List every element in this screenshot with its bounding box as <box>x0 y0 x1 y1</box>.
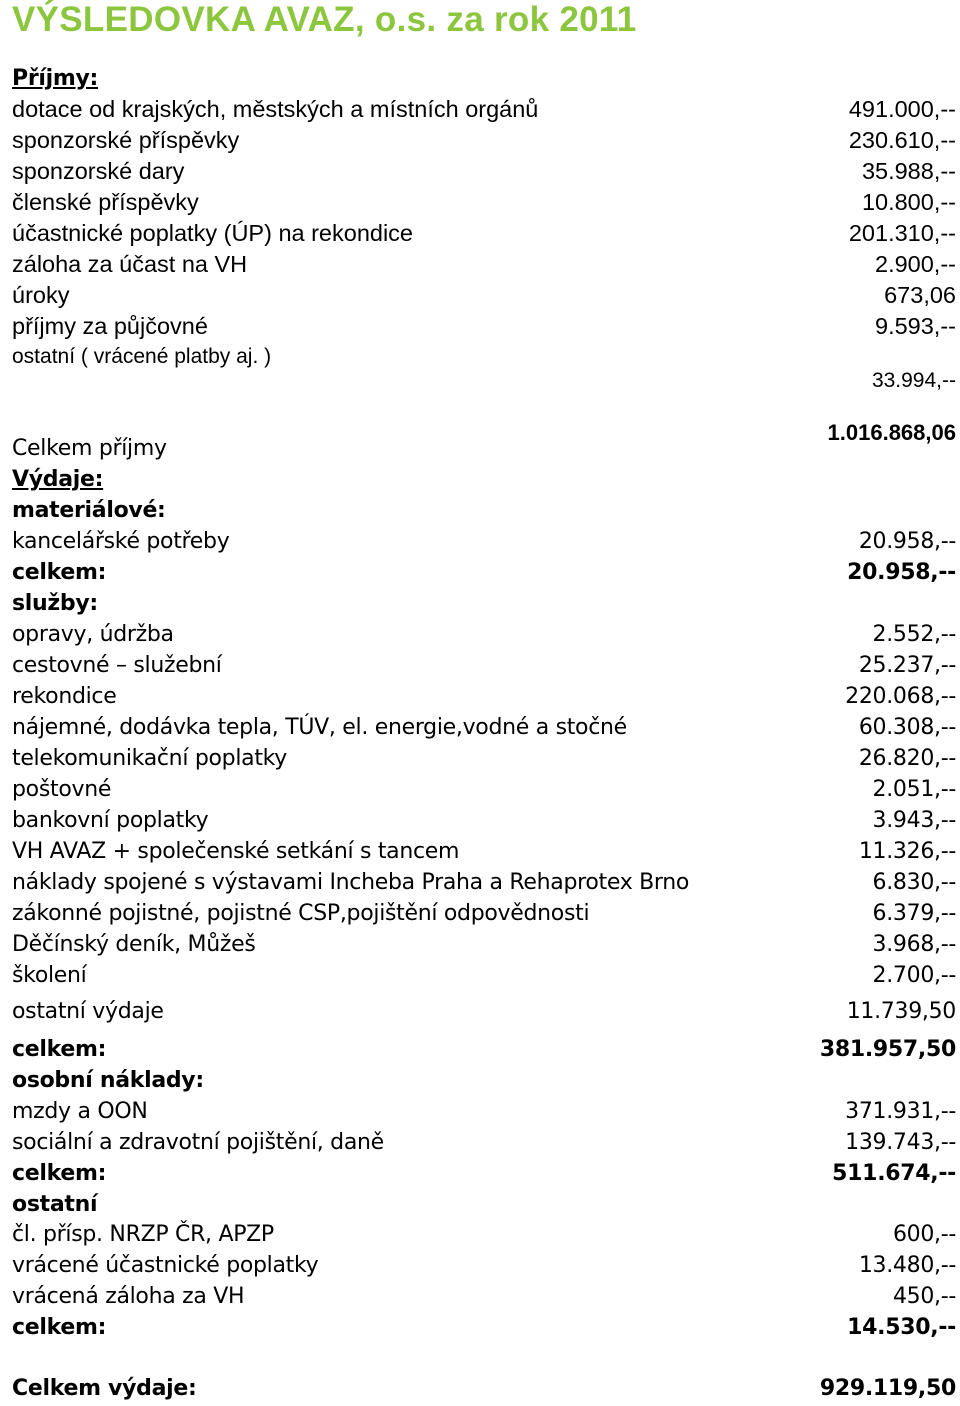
personnel-total-row <box>12 1161 956 1191</box>
income-amount: 201.310,-- <box>848 220 956 246</box>
material-total-label: celkem: <box>12 560 107 585</box>
expense-label: rekondice <box>12 684 117 709</box>
services-total-amount: 381.957,50 <box>819 1037 956 1062</box>
expense-label: bankovní poplatky <box>12 808 209 833</box>
expense-row <box>12 1253 956 1283</box>
expense-amount: 139.743,-- <box>845 1130 956 1155</box>
other-heading <box>12 1192 956 1222</box>
income-total-label: Celkem příjmy <box>12 436 167 461</box>
expense-label: vrácená záloha za VH <box>12 1284 245 1309</box>
material-heading <box>12 498 956 528</box>
income-heading <box>12 66 956 96</box>
services-total-label: celkem: <box>12 1037 107 1062</box>
document-title: VÝSLEDOVKA AVAZ, o.s. za rok 2011 <box>12 0 637 39</box>
personnel-total-label: celkem: <box>12 1161 107 1186</box>
expense-row <box>12 746 956 776</box>
expenses-total-label: Celkem výdaje: <box>12 1376 197 1401</box>
expenses-heading-label: Výdaje: <box>12 467 104 492</box>
income-heading-label: Příjmy: <box>12 66 99 91</box>
other-total-label: celkem: <box>12 1315 107 1340</box>
income-row <box>12 158 956 188</box>
expense-label: VH AVAZ + společenské setkání s tancem <box>12 839 460 864</box>
income-amount: 491.000,-- <box>848 96 956 122</box>
expense-label: čl. přísp. NRZP ČR, APZP <box>12 1222 274 1247</box>
expense-row <box>12 1130 956 1160</box>
expense-label: zákonné pojistné, pojistné CSP,pojištění odpovědnosti <box>12 901 590 926</box>
expense-amount: 450,-- <box>892 1284 956 1309</box>
income-row <box>12 282 956 312</box>
income-row <box>12 251 956 281</box>
expense-row <box>12 715 956 745</box>
expense-amount: 25.237,-- <box>858 653 956 678</box>
expense-row <box>12 622 956 652</box>
expense-row <box>12 932 956 962</box>
income-row <box>12 313 956 343</box>
personnel-heading-label: osobní náklady: <box>12 1068 204 1093</box>
expense-label: telekomunikační poplatky <box>12 746 288 771</box>
material-total-amount: 20.958,-- <box>847 560 956 585</box>
expense-amount: 60.308,-- <box>858 715 956 740</box>
expense-amount: 20.958,-- <box>858 529 956 554</box>
expense-label: nájemné, dodávka tepla, TÚV, el. energie,vodné a stočné <box>12 715 627 740</box>
income-amount: 2.900,-- <box>875 251 956 277</box>
expense-label: poštovné <box>12 777 112 802</box>
other-total-amount: 14.530,-- <box>847 1315 956 1340</box>
expense-label: vrácené účastnické poplatky <box>12 1253 319 1278</box>
material-heading-label: materiálové: <box>12 498 166 523</box>
income-row <box>12 189 956 219</box>
expense-label: náklady spojené s výstavami Incheba Praha a Rehaprotex Brno <box>12 870 690 895</box>
income-row <box>12 96 956 126</box>
expense-row <box>12 529 956 559</box>
income-label: členské příspěvky <box>12 189 199 215</box>
services-total-row <box>12 1037 956 1067</box>
expense-amount: 11.739,50 <box>846 999 956 1024</box>
income-total-row <box>12 436 956 466</box>
expense-row <box>12 653 956 683</box>
services-heading-label: služby: <box>12 591 98 616</box>
expense-label: Děčínský deník, Můžeš <box>12 932 256 957</box>
personnel-heading <box>12 1068 956 1098</box>
expense-row <box>12 1099 956 1129</box>
income-label: příjmy za půjčovné <box>12 313 208 339</box>
expenses-total-amount: 929.119,50 <box>819 1376 956 1401</box>
expense-amount: 6.830,-- <box>872 870 956 895</box>
expense-label: mzdy a OON <box>12 1099 148 1124</box>
expense-amount: 371.931,-- <box>845 1099 956 1124</box>
income-total-amount: 1.016.868,06 <box>827 420 956 445</box>
expense-label: sociální a zdravotní pojištění, daně <box>12 1130 384 1155</box>
income-label: úroky <box>12 282 70 308</box>
income-amount: 9.593,-- <box>875 313 956 339</box>
expense-row <box>12 808 956 838</box>
expense-label: opravy, údržba <box>12 622 174 647</box>
expense-row <box>12 1284 956 1314</box>
expense-amount: 2.051,-- <box>872 777 956 802</box>
expense-row <box>12 684 956 714</box>
income-amount: 33.994,-- <box>871 369 956 392</box>
other-heading-label: ostatní <box>12 1192 98 1217</box>
income-label: ostatní ( vrácené platby aj. ) <box>12 345 272 368</box>
expense-amount: 3.968,-- <box>872 932 956 957</box>
expense-label: ostatní výdaje <box>12 999 164 1024</box>
income-amount: 230.610,-- <box>848 127 956 153</box>
expense-row <box>12 777 956 807</box>
expense-row <box>12 901 956 931</box>
income-label: dotace od krajských, městských a místních orgánů <box>12 96 539 122</box>
income-row <box>12 220 956 250</box>
expense-amount: 11.326,-- <box>858 839 956 864</box>
personnel-total-amount: 511.674,-- <box>832 1161 956 1186</box>
income-label: sponzorské příspěvky <box>12 127 240 153</box>
expense-amount: 6.379,-- <box>872 901 956 926</box>
expense-label: školení <box>12 963 87 988</box>
expense-amount: 2.552,-- <box>872 622 956 647</box>
expense-label: cestovné – služební <box>12 653 222 678</box>
expense-amount: 600,-- <box>892 1222 956 1247</box>
expense-amount: 3.943,-- <box>872 808 956 833</box>
income-amount: 10.800,-- <box>861 189 956 215</box>
expense-amount: 220.068,-- <box>845 684 956 709</box>
income-label: účastnické poplatky (ÚP) na rekondice <box>12 220 414 246</box>
expense-label: kancelářské potřeby <box>12 529 230 554</box>
income-amount: 35.988,-- <box>861 158 956 184</box>
services-heading <box>12 591 956 621</box>
other-total-row <box>12 1315 956 1345</box>
income-label: sponzorské dary <box>12 158 185 184</box>
income-row-amount-line <box>12 369 956 399</box>
expenses-total-row <box>12 1376 956 1406</box>
expense-amount: 26.820,-- <box>858 746 956 771</box>
expense-row <box>12 870 956 900</box>
expense-row <box>12 1222 956 1252</box>
income-label: záloha za účast na VH <box>12 251 248 277</box>
expense-row <box>12 963 956 993</box>
expenses-heading <box>12 467 956 497</box>
expense-row <box>12 999 956 1029</box>
expense-amount: 2.700,-- <box>872 963 956 988</box>
expense-row <box>12 839 956 869</box>
expense-amount: 13.480,-- <box>858 1253 956 1278</box>
income-row <box>12 127 956 157</box>
material-total-row <box>12 560 956 590</box>
income-amount: 673,06 <box>884 282 956 308</box>
